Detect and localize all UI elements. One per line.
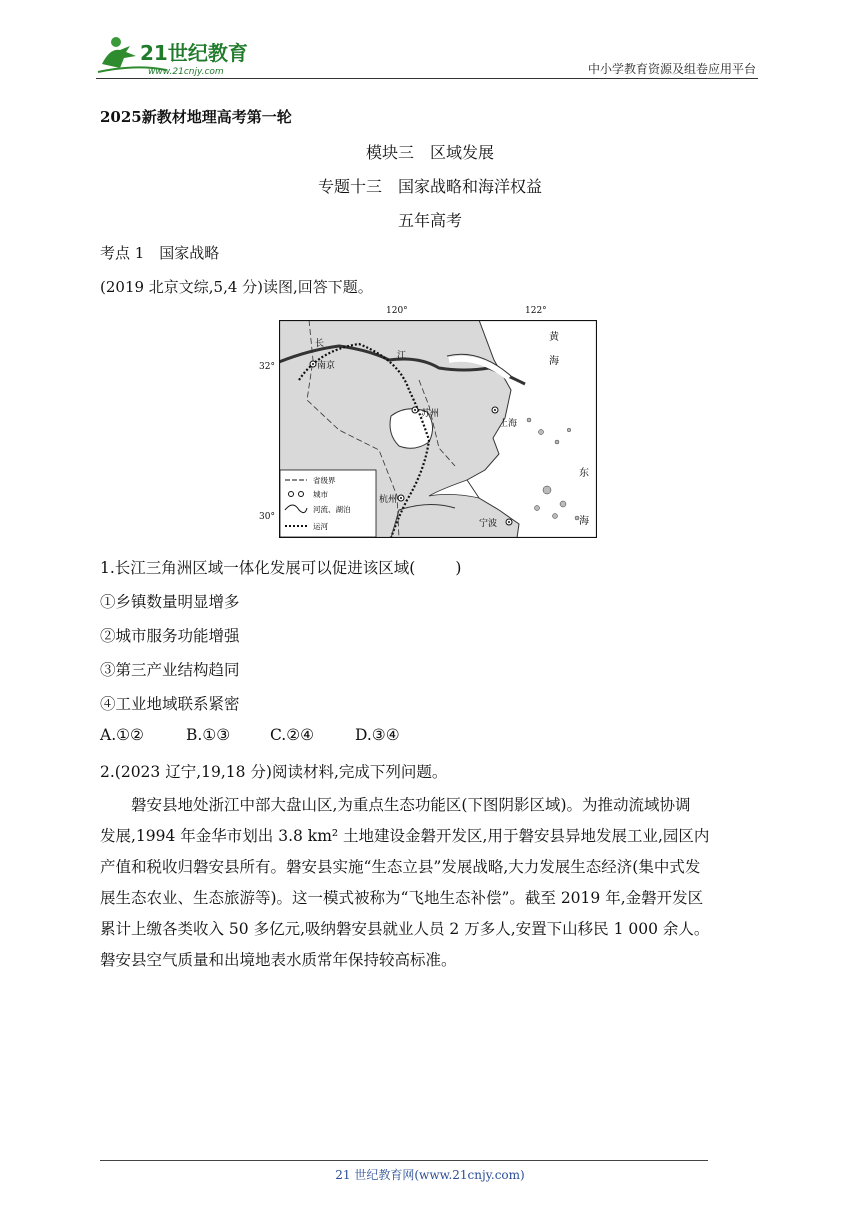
legend-boundary: 省级界 [313,476,336,485]
q1-choice-a: A.①② [100,726,144,744]
map-label-jiang: 江 [397,351,407,361]
q1-stem-close: ) [455,559,462,577]
q2-line-1: 磐安县地处浙江中部大盘山区,为重点生态功能区(下图阴影区域)。为推动流域协调 [131,796,691,814]
q1-stem-text: 1.长江三角洲区域一体化发展可以促进该区域( [100,559,416,577]
logo-runner-icon [96,34,266,78]
yangtze-delta-map [279,320,597,538]
source-line: (2019 北京文综,5,4 分)读图,回答下题。 [100,278,373,296]
q2-stem: 2.(2023 辽宁,19,18 分)阅读材料,完成下列问题。 [100,763,448,781]
q1-item-1: ①乡镇数量明显增多 [100,593,240,611]
lon-label-122: 122° [525,306,547,316]
topic-title: 专题十三 国家战略和海洋权益 [317,177,542,196]
q1-stem [100,556,461,578]
map-label-shanghai: 上海 [499,419,518,429]
q1-choice-d: D.③④ [355,726,400,744]
map-label-hai2: 海 [579,516,589,527]
header-divider [96,78,758,79]
q2-line-5: 累计上缴各类收入 50 多亿元,吸纳磐安县就业人员 2 万多人,安置下山移民 1 000 余人。 [100,920,710,938]
kaodian-heading: 考点 1 国家战略 [100,244,220,262]
map-label-hangzhou: 杭州 [379,495,398,505]
section-title: 五年高考 [397,211,462,230]
map-label-ningbo: 宁波 [479,519,498,529]
map-label-suzhou: 苏州 [421,409,440,419]
logo-url: www.21cnjy.com [148,67,224,77]
header-platform-text: 中小学教育资源及组卷应用平台 [587,62,756,76]
q1-item-3: ③第三产业结构趋同 [100,661,240,679]
q2-line-6: 磐安县空气质量和出境地表水质常年保持较高标准。 [100,951,457,969]
legend-city: 城市 [313,490,328,499]
footer-divider [100,1160,708,1161]
legend-canal: 运河 [313,522,328,531]
q1-item-2: ②城市服务功能增强 [100,627,240,645]
lat-label-32: 32° [259,362,275,372]
lon-label-120: 120° [386,306,408,316]
map-label-hai1: 海 [549,356,559,367]
footer-link[interactable]: 21 世纪教育网(www.21cnjy.com) [335,1168,525,1182]
logo-text: 21世纪教育 [140,41,248,65]
legend-river: 河流、湖泊 [313,505,351,514]
q2-line-2: 发展,1994 年金华市划出 3.8 km² 土地建设金磐开发区,用于磐安县异地发展工业,园区内 [100,827,710,845]
q1-choice-c: C.②④ [270,726,315,744]
map-label-huang: 黄 [549,332,559,343]
map-label-dong: 东 [579,468,589,479]
q2-line-3: 产值和税收归磐安县所有。磐安县实施“生态立县”发展战略,大力发展生态经济(集中式发 [100,858,701,876]
q1-choice-b: B.①③ [186,726,231,744]
doc-title: 2025新教材地理高考第一轮 [100,108,292,126]
q2-line-4: 展生态农业、生态旅游等)。这一模式被称为“飞地生态补偿”。截至 2019 年,金磐开发区 [100,889,704,907]
lat-label-30: 30° [259,512,275,522]
q1-item-4: ④工业地域联系紧密 [100,695,240,713]
module-title: 模块三 区域发展 [365,143,494,162]
map-label-nanjing: 南京 [317,361,336,371]
map-label-chang: 长 [315,339,325,349]
q2-material [100,790,760,976]
site-logo [96,34,266,78]
